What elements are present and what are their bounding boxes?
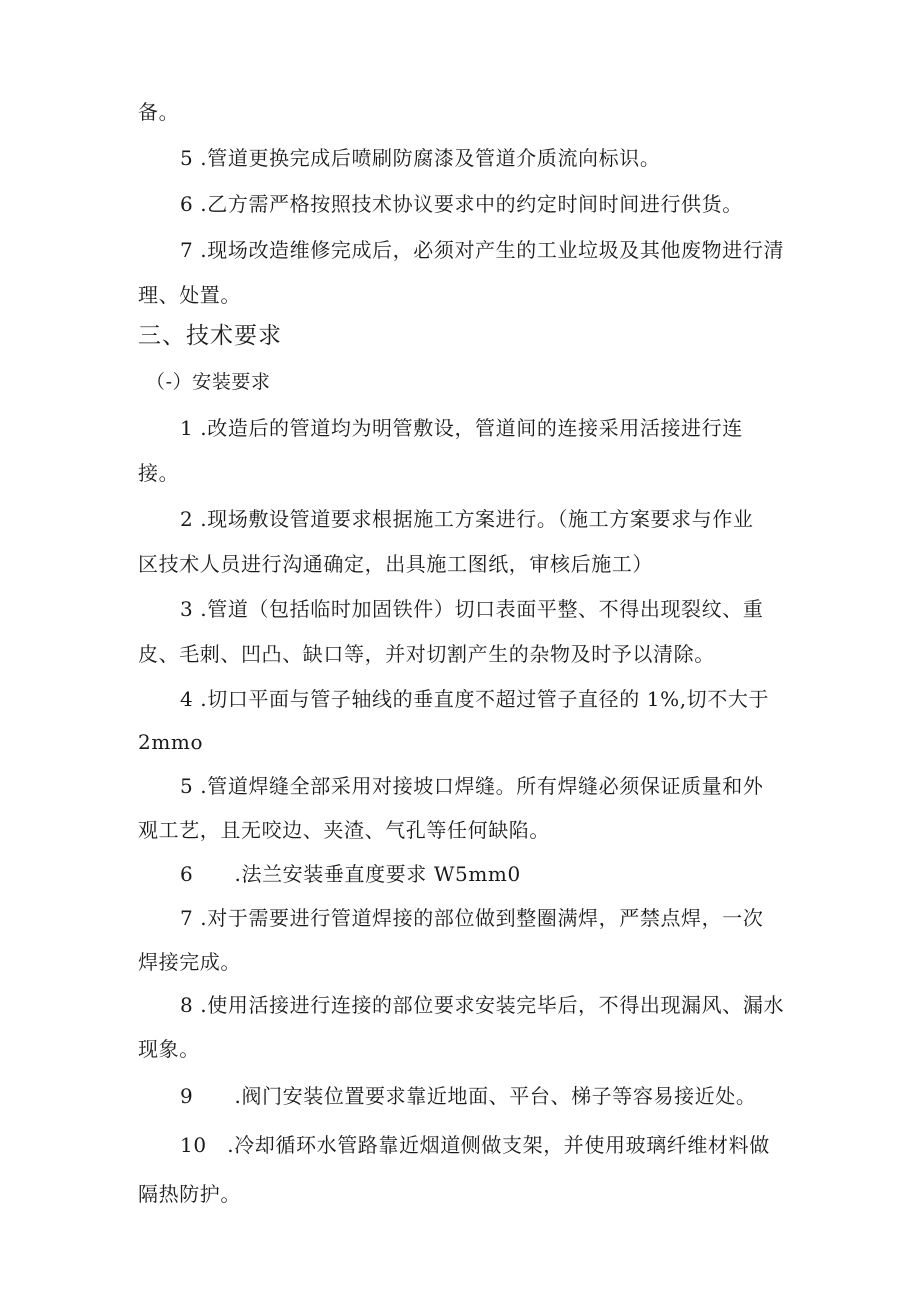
req-item-4-cont: 2mmo bbox=[138, 730, 204, 754]
list-item-7-cont: 理、处置。 bbox=[138, 283, 241, 307]
req-item-5: 5 .管道焊缝全部采用对接坡口焊缝。所有焊缝必须保证质量和外 bbox=[180, 774, 764, 798]
req-item-2: 2 .现场敷设管道要求根据施工方案进行。（施工方案要求与作业 bbox=[180, 507, 754, 531]
req-item-8: 8 .使用活接进行连接的部位要求安装完毕后，不得出现漏风、漏水 bbox=[180, 993, 785, 1017]
req-item-9: 9 .阀门安装位置要求靠近地面、平台、梯子等容易接近处。 bbox=[180, 1084, 757, 1108]
text-line-continuation: 备。 bbox=[138, 100, 180, 124]
req-item-10-cont: 隔热防护。 bbox=[138, 1182, 241, 1206]
req-item-3: 3 .管道（包括临时加固铁件）切口表面平整、不得出现裂纹、重 bbox=[180, 597, 764, 621]
req-item-2-cont: 区技术人员进行沟通确定，出具施工图纸，审核后施工） bbox=[138, 552, 653, 576]
req-item-3-cont: 皮、毛刺、凹凸、缺口等，并对切割产生的杂物及时予以清除。 bbox=[138, 642, 715, 666]
req-item-4: 4 .切口平面与管子轴线的垂直度不超过管子直径的 1%,切不大于 bbox=[180, 687, 770, 711]
req-item-7-cont: 焊接完成。 bbox=[138, 950, 241, 974]
req-item-8-cont: 现象。 bbox=[138, 1037, 200, 1061]
section-heading: 三、技术要求 bbox=[138, 323, 282, 349]
list-item-6: 6 .乙方需严格按照技术协议要求中的约定时间时间进行供货。 bbox=[180, 192, 743, 216]
req-item-7: 7 .对于需要进行管道焊接的部位做到整圈满焊，严禁点焊，一次 bbox=[180, 906, 764, 930]
list-item-5: 5 .管道更换完成后喷刷防腐漆及管道介质流向标识。 bbox=[180, 146, 661, 170]
subsection-heading: （-）安装要求 bbox=[146, 371, 271, 393]
list-item-7: 7 .现场改造维修完成后，必须对产生的工业垃圾及其他废物进行清 bbox=[180, 238, 785, 262]
req-item-6: 6 .法兰安装垂直度要求 W5mm0 bbox=[180, 862, 521, 886]
req-item-1: 1 .改造后的管道均为明管敷设，管道间的连接采用活接进行连 bbox=[180, 416, 743, 440]
req-item-5-cont: 观工艺，且无咬边、夹渣、气孔等任何缺陷。 bbox=[138, 818, 550, 842]
req-item-10: 10 .冷却循环水管路靠近烟道侧做支架，并使用玻璃纤维材料做 bbox=[180, 1133, 770, 1157]
req-item-1-cont: 接。 bbox=[138, 461, 180, 485]
